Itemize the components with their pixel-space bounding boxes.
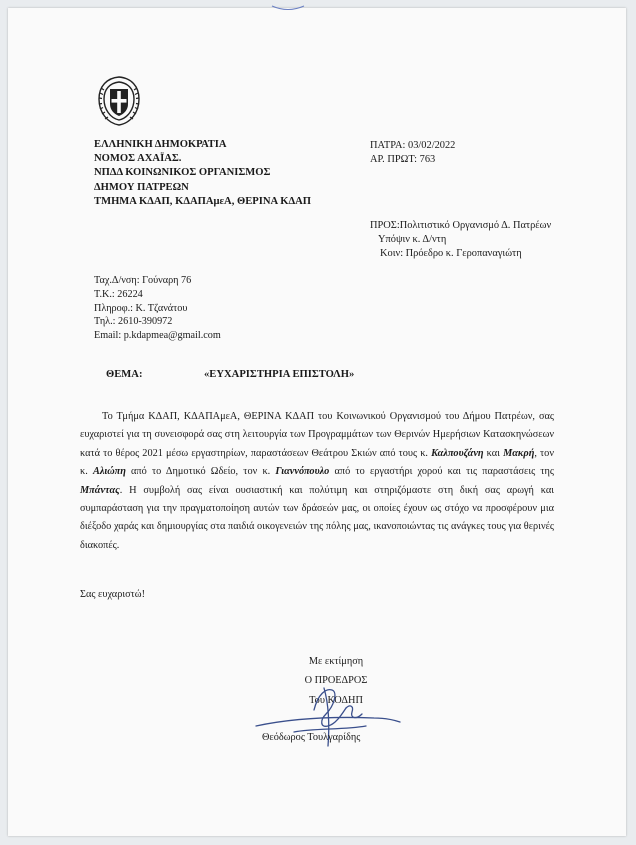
contact-postal-code: Τ.Κ.: 26224: [94, 288, 143, 300]
contact-address: Ταχ.Δ/νση: Γούναρη 76: [94, 275, 192, 286]
sender-block: [94, 138, 311, 209]
sender-line-municipality: ΔΗΜΟΥ ΠΑΤΡΕΩΝ: [94, 181, 189, 193]
contact-block: [94, 274, 221, 343]
letter-body: [80, 408, 554, 555]
body-text-1: Το Τμήμα ΚΔΑΠ, ΚΔΑΠΑμεΑ, ΘΕΡΙΝΑ ΚΔΑΠ του Κοινωνικού Οργανισμού του Δήμου Πατρέων, σας ευχαριστεί για τη συνεισφορά σας στη λειτουργία των Προγραμμάτων των Θερινών Ημερήσιων Κατασκηνώσεων κατά το θέρος 2021 μέσω εργαστηρίων, παραστάσεων Θεάτρου Σκιών από τους κ.: [80, 411, 554, 459]
body-text-2: και: [483, 447, 504, 459]
body-paragraph: [80, 408, 554, 555]
closing-title: Ο ΠΡΟΕΔΡΟΣ: [304, 675, 368, 687]
protocol-number: ΑΡ. ΠΡΩΤ: 763: [370, 154, 436, 166]
sender-line-country: ΕΛΛΗΝΙΚΗ ΔΗΜΟΚΡΑΤΙΑ: [94, 139, 227, 150]
contact-info-person: Πληροφ.: Κ. Τζανάτου: [94, 302, 188, 314]
name-bantas: Μπάντας: [80, 484, 120, 496]
signer-name: Θεόδωρος Τουλγαρίδης: [262, 732, 361, 743]
scan-mark: [270, 4, 306, 14]
recipient-cc: Κοιν: Πρόεδρο κ. Γεροπαναγιώτη: [380, 248, 522, 260]
closing-organization: Του ΚΟΔΗΠ: [309, 694, 363, 706]
name-aliopi: Αλιώπη: [92, 466, 126, 478]
greek-emblem-icon: [94, 74, 144, 128]
subject-value: «ΕΥΧΑΡΙΣΤΗΡΙΑ ΕΠΙΣΤΟΛΗ»: [204, 369, 355, 380]
closing-regards: Με εκτίμηση: [308, 656, 364, 667]
name-kalpouzani: Καλπουζάνη: [431, 447, 484, 459]
body-text-6: . Η συμβολή σας είναι ουσιαστική και πολύτιμη και στηριζόμαστε στη δική σας αρωγή και συμπαράσταση για την πραγματοποίηση αυτών των δράσεών μας, οι οποίες έχουν ως στόχο να προσφέρουν μια διέξοδο χαράς και δημιουργίας στα παιδιά οικογενειών της πόλης μας, ικανοποιώντας τις ανάγκες τους για θερινές διακοπές.: [80, 484, 554, 551]
letter-date: ΠΑΤΡΑ: 03/02/2022: [370, 140, 456, 151]
contact-email: Email: p.kdapmea@gmail.com: [94, 330, 221, 342]
recipient-attention: Υπόψιν κ. Δ/ντη: [378, 234, 447, 246]
sender-line-organization: ΝΠΔΔ ΚΟΙΝΩΝΙΚΟΣ ΟΡΓΑΝΙΣΜΟΣ: [94, 167, 271, 179]
date-protocol-block: [370, 139, 455, 168]
contact-phone: Τηλ.: 2610-390972: [94, 316, 173, 328]
body-text-4: από το Δημοτικό Ωδείο, τον κ.: [125, 466, 276, 478]
recipient-block: [370, 219, 551, 262]
name-makri: Μακρή: [503, 447, 535, 459]
sender-line-prefecture: ΝΟΜΟΣ ΑΧΑΪΑΣ.: [94, 153, 182, 165]
subject-line: [106, 369, 355, 380]
recipient-to: ΠΡΟΣ:Πολιτιστικό Οργανισμό Δ. Πατρέων: [370, 220, 552, 231]
body-text-5: από το εργαστήρι χορού και τις παραστάσεις της: [329, 466, 554, 478]
letter-page: [8, 8, 626, 836]
body-text-3: , τον κ.: [80, 447, 554, 478]
thanks-line: Σας ευχαριστώ!: [80, 589, 146, 600]
name-giannopoulo: Γιαννόπουλο: [275, 466, 330, 478]
subject-label: ΘΕΜΑ:: [106, 369, 143, 380]
sender-line-department: ΤΜΗΜΑ ΚΔΑΠ, ΚΔΑΠΑμεΑ, ΘΕΡΙΝΑ ΚΔΑΠ: [94, 195, 312, 207]
